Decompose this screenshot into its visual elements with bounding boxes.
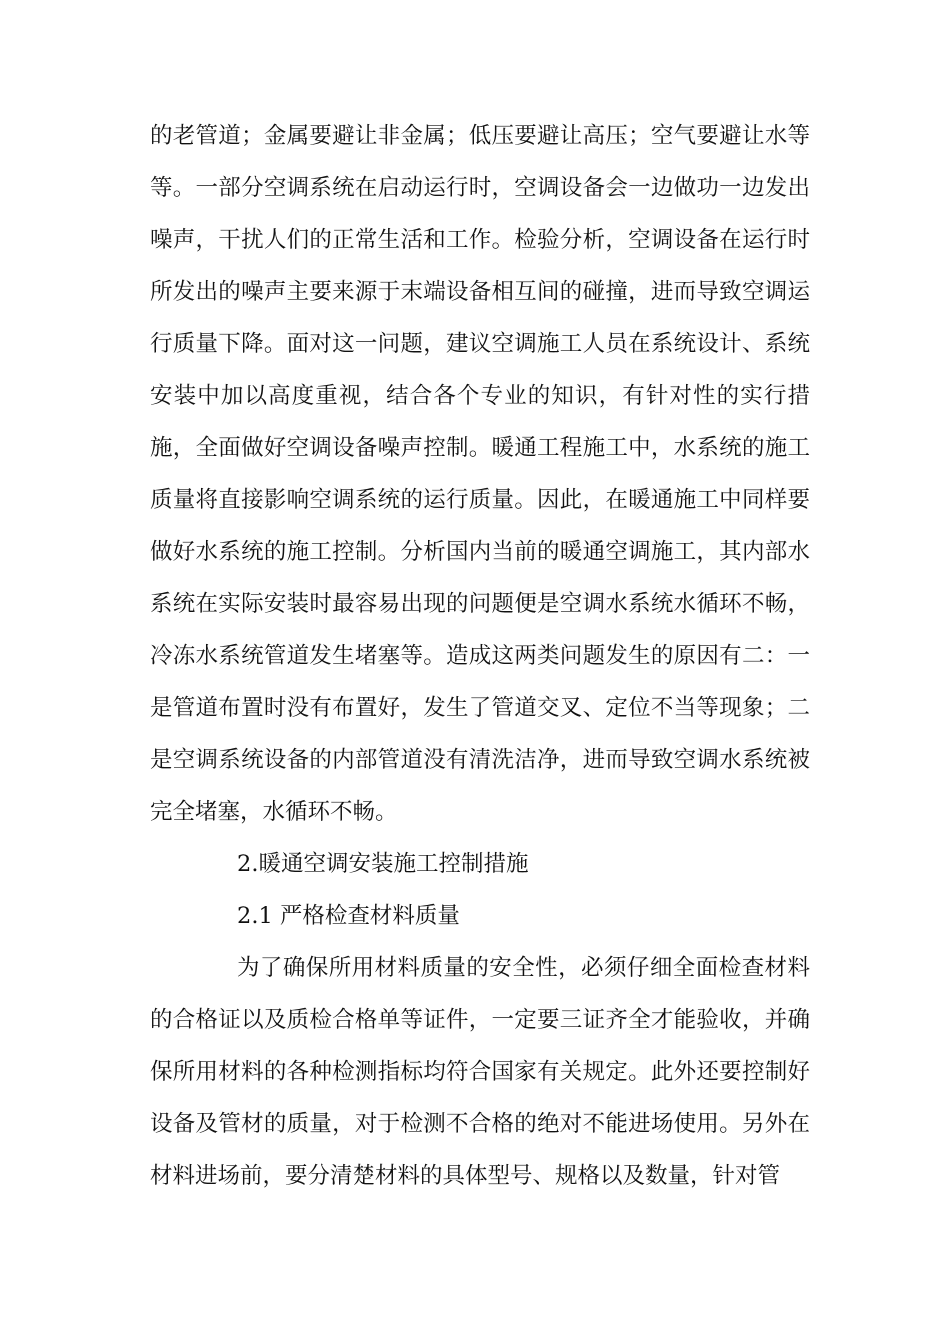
text-line: 冷冻水系统管道发生堵塞等。造成这两类问题发生的原因有二：一 <box>150 643 810 669</box>
text-line: 保所用材料的各种检测指标均符合国家有关规定。此外还要控制好 <box>150 1059 810 1085</box>
text-line: 所发出的噪声主要来源于末端设备相互间的碰撞，进而导致空调运 <box>150 279 810 305</box>
text-line: 的合格证以及质检合格单等证件，一定要三证齐全才能验收，并确 <box>150 1007 810 1033</box>
text-line: 施，全面做好空调设备噪声控制。暖通工程施工中，水系统的施工 <box>150 435 810 461</box>
text-line: 质量将直接影响空调系统的运行质量。因此，在暖通施工中同样要 <box>150 487 810 513</box>
text-line: 噪声，干扰人们的正常生活和工作。检验分析，空调设备在运行时 <box>150 227 810 253</box>
section-heading: 2.暖通空调安装施工控制措施 <box>237 851 529 877</box>
text-line: 是空调系统设备的内部管道没有清洗洁净，进而导致空调水系统被 <box>150 747 810 773</box>
text-line: 为了确保所用材料质量的安全性，必须仔细全面检查材料 <box>237 955 810 981</box>
subsection-heading: 2.1 严格检查材料质量 <box>237 903 460 929</box>
text-line: 的老管道；金属要避让非金属；低压要避让高压；空气要避让水等 <box>150 123 810 149</box>
text-line: 行质量下降。面对这一问题，建议空调施工人员在系统设计、系统 <box>150 331 810 357</box>
text-line: 做好水系统的施工控制。分析国内当前的暖通空调施工，其内部水 <box>150 539 810 565</box>
text-line: 材料进场前，要分清楚材料的具体型号、规格以及数量，针对管 <box>150 1163 781 1189</box>
text-line: 安装中加以高度重视，结合各个专业的知识，有针对性的实行措 <box>150 383 810 409</box>
text-line: 完全堵塞，水循环不畅。 <box>150 799 398 825</box>
text-line: 系统在实际安装时最容易出现的问题便是空调水系统水循环不畅， <box>150 591 810 617</box>
text-line: 设备及管材的质量，对于检测不合格的绝对不能进场使用。另外在 <box>150 1111 810 1137</box>
text-line: 等。一部分空调系统在启动运行时，空调设备会一边做功一边发出 <box>150 175 810 201</box>
text-line: 是管道布置时没有布置好，发生了管道交叉、定位不当等现象；二 <box>150 695 810 721</box>
